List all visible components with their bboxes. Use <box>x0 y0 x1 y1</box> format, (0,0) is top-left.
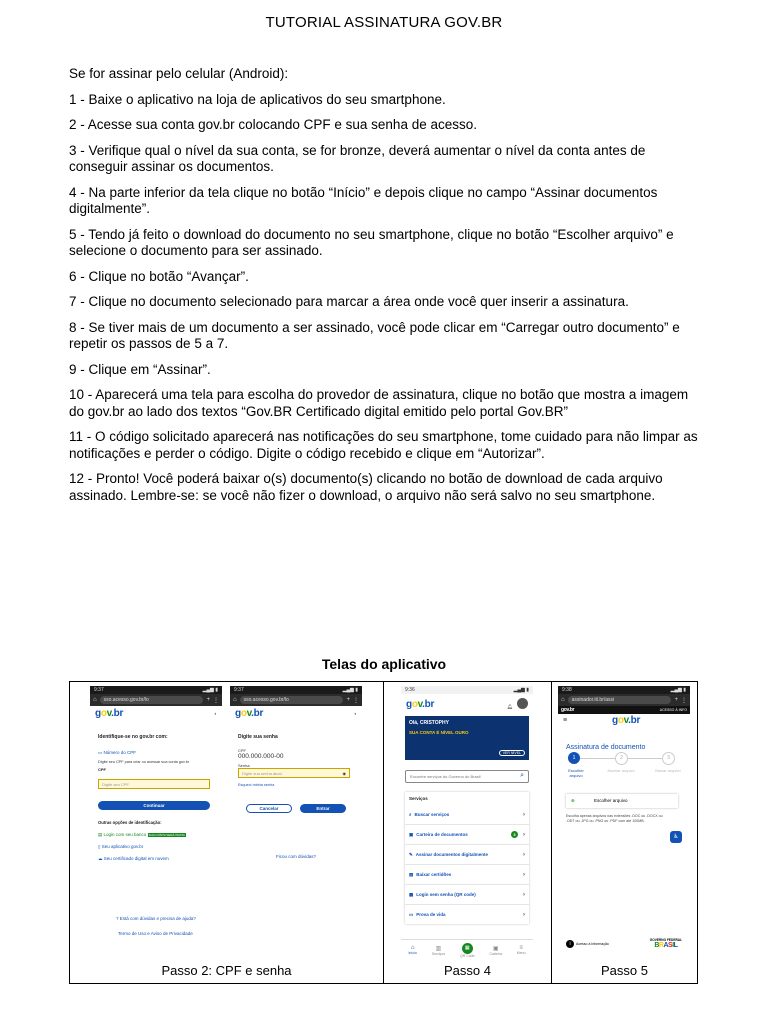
file-format-note: Escolha apenas arquivos nas extensões .DOC ou .DOCX ou .ODT ou .JPG ou .PNG ou .PDF com até 100MB. <box>566 814 663 823</box>
step-5: 5 - Tendo já feito o download do documento no seu smartphone, clique no botão “Escolher arquivo” e selecione o documento para ser assinado. <box>69 226 674 258</box>
nav-qr[interactable] <box>460 943 475 958</box>
step-2: 2 - Acesse sua conta gov.br colocando CPF e sua senha de acesso. <box>69 117 477 132</box>
other-options-heading: Outras opções de identificação: <box>98 820 162 825</box>
screen-password <box>230 686 362 956</box>
header-actions <box>507 695 528 713</box>
nav-qr-label: QR Code <box>459 953 475 958</box>
step-4: 4 - Na parte inferior da tela clique no botão “Início” e depois clique no campo “Assinar documentos digitalmente”. <box>69 184 658 216</box>
signature-icon: ✎ <box>409 851 413 857</box>
service-label: Baixar certidões <box>416 872 452 877</box>
other-options <box>98 820 216 862</box>
gov-strip <box>558 706 690 714</box>
url-field[interactable]: sso.acesso.gov.br/lo <box>100 696 204 704</box>
signal-icon: ▂▄▆ ▮ <box>202 687 218 693</box>
qr-code-icon: ▦ <box>409 891 414 897</box>
help-link[interactable] <box>116 916 196 921</box>
menu-dots-icon[interactable]: ⋮ <box>213 697 219 704</box>
cpf-value: 000.000.000-00 <box>238 753 284 760</box>
page-title: Assinatura de documento <box>566 744 646 751</box>
browser-bar <box>558 694 690 706</box>
document-title: TUTORIAL ASSINATURA GOV.BR <box>265 14 503 31</box>
see-level-button[interactable]: VER NÍVEL <box>499 750 525 756</box>
choose-file-label: Escolher arquivo <box>594 798 628 803</box>
step-label-3: Baixar arquivo <box>655 768 681 773</box>
gov-header <box>230 706 362 720</box>
step-10: 10 - Aparecerá uma tela para escolha do provedor de assinatura, clique no botão que mostra a imagem do gov.br ao lado dos textos “Gov.BR Certificado digital emitido pelo portal Gov.BR” <box>69 387 689 419</box>
search-icon[interactable]: ⌕ <box>520 772 524 779</box>
status-bar <box>401 686 533 694</box>
option-cert-label: Seu certificado digital em nuvem <box>103 856 169 861</box>
home-icon[interactable]: ⌂ <box>561 697 565 703</box>
option-cpf-label: Número do CPF <box>103 750 137 755</box>
service-wallet[interactable] <box>405 825 529 845</box>
url-field[interactable]: sso.acesso.gov.br/lo <box>240 696 344 704</box>
nav-services-label: Serviços <box>431 951 446 956</box>
caption-passo-5: Passo 5 <box>601 963 648 978</box>
services-title: Serviços <box>409 796 428 801</box>
account-level: SUA CONTA É NÍVEL OURO <box>409 730 469 735</box>
step-7: 7 - Clique no documento selecionado para marcar a área onde você quer inserir a assinatura. <box>69 294 629 309</box>
chevron-right-icon: › <box>523 911 525 918</box>
id-card-icon: ▭ <box>98 750 103 755</box>
bank-icon: ▤ <box>98 832 103 837</box>
service-sign-documents[interactable] <box>405 845 529 865</box>
identify-heading: Identifique-se no gov.br com: <box>98 734 168 740</box>
browser-bar <box>90 694 222 706</box>
screens-table <box>69 681 698 984</box>
screen-app-home <box>401 686 533 960</box>
home-icon[interactable]: ⌂ <box>233 697 237 703</box>
option-app-label: Seu aplicativo gov.br <box>101 844 144 849</box>
service-certificates[interactable] <box>405 865 529 885</box>
gov-header <box>558 714 690 726</box>
govbr-logo: gov.br <box>95 707 124 719</box>
chevron-right-icon: › <box>523 851 525 858</box>
terms-link[interactable]: Termo de Uso e Aviso de Privacidade <box>118 931 193 936</box>
service-label: Carteira de documentos <box>416 832 468 837</box>
screens-section-title: Telas do aplicativo <box>321 656 447 672</box>
instructions <box>69 66 705 513</box>
screen-identify <box>90 686 222 956</box>
nav-wallet[interactable] <box>489 945 501 956</box>
password-placeholder: Digite sua senha atual <box>242 771 282 776</box>
nav-home[interactable] <box>408 945 416 955</box>
nav-wallet-label: Carteira <box>489 951 502 956</box>
id-card-icon: ▭ <box>409 911 414 917</box>
service-label: Buscar serviços <box>414 812 450 817</box>
cell-passo-2 <box>70 682 384 983</box>
hamburger-icon[interactable]: ≡ <box>563 716 568 724</box>
help-link-label: Está com dúvidas e precisa de ajuda? <box>119 916 196 921</box>
option-bank-label: Login com seu banco <box>103 832 147 837</box>
nav-services[interactable] <box>432 945 445 956</box>
continue-button[interactable]: Continuar <box>98 801 210 810</box>
nav-menu-label: Menu <box>516 951 526 955</box>
doubts-link[interactable]: Ficou com dúvidas? <box>275 854 317 859</box>
forgot-password-link[interactable]: Esqueci minha senha <box>238 783 275 787</box>
contrast-icon[interactable]: ◐ <box>354 710 357 716</box>
building-icon: ▥ <box>435 945 442 952</box>
service-label: Assinar documentos digitalmente <box>415 852 489 857</box>
url-field[interactable]: assinador.iti.br/assi <box>568 696 672 704</box>
service-label: Login sem senha (QR code) <box>416 892 476 897</box>
contrast-icon[interactable]: ◐ <box>214 710 217 716</box>
bottom-nav <box>401 939 533 960</box>
chevron-right-icon: › <box>523 811 525 818</box>
gov-header <box>90 706 222 720</box>
status-bar <box>558 686 690 694</box>
step-indicator-2: 2 <box>615 752 628 765</box>
services-card <box>405 792 529 924</box>
step-3: 3 - Verifique qual o nível da sua conta, se for bronze, deverá aumentar o nível da conta antes de conseguir assinar os documentos. <box>69 142 646 174</box>
footer-right-label: GOVERNO FEDERAL <box>649 938 682 942</box>
browser-bar <box>230 694 362 706</box>
cpf-hint: Digite seu CPF para criar ou acessar sua conta gov.br <box>98 760 190 764</box>
govbr-logo: gov.br <box>235 707 264 719</box>
option-bank[interactable] <box>98 832 216 838</box>
service-label: Prova de vida <box>416 912 446 917</box>
option-cpf[interactable] <box>98 750 214 756</box>
search-placeholder: Encontre serviços do Governo do Brasil <box>410 774 481 779</box>
footer-government <box>650 938 682 949</box>
cell-passo-4 <box>384 682 552 983</box>
wallet-icon: ▣ <box>492 945 499 952</box>
home-icon: ⌂ <box>410 945 415 951</box>
cpf-input[interactable]: Digite seu CPF <box>98 779 210 789</box>
option-app[interactable] <box>98 844 216 850</box>
screen-assinador <box>558 686 690 960</box>
status-bar <box>230 686 362 694</box>
password-form <box>238 734 354 768</box>
greeting: Olá, CRISTOPHY <box>409 720 449 726</box>
avatar[interactable] <box>517 698 528 709</box>
govbr-logo: gov.br <box>406 698 435 710</box>
menu-icon: ≡ <box>519 945 523 951</box>
service-search[interactable] <box>405 805 529 825</box>
eye-icon[interactable]: ◉ <box>342 771 346 776</box>
phone-icon: ▯ <box>98 844 101 849</box>
qr-code-icon: ▦ <box>462 943 473 954</box>
plus-icon[interactable]: + <box>206 697 210 703</box>
govbr-logo-small: gov.br <box>561 707 575 713</box>
cell-passo-5 <box>552 682 697 983</box>
accessibility-icon[interactable]: ♿︎ <box>670 831 682 843</box>
search-bar[interactable] <box>405 770 529 783</box>
cancel-button[interactable]: Cancelar <box>246 804 292 813</box>
option-cert[interactable] <box>98 856 216 862</box>
caption-passo-4: Passo 4 <box>444 963 491 978</box>
password-heading: Digite sua senha <box>238 734 278 740</box>
menu-dots-icon[interactable]: ⋮ <box>681 697 687 704</box>
choose-file-button[interactable] <box>566 794 678 808</box>
document-icon: ▤ <box>409 871 414 877</box>
chevron-right-icon: › <box>523 871 525 878</box>
nav-menu[interactable] <box>517 945 526 955</box>
plus-icon[interactable]: + <box>674 697 678 703</box>
gov-header <box>401 694 533 714</box>
signal-icon: ▂▄▆ ▮ <box>670 687 686 693</box>
status-bar <box>90 686 222 694</box>
bell-icon[interactable]: 🔔︎ <box>506 704 513 709</box>
step-1: 1 - Baixe o aplicativo na loja de aplicativos do seu smartphone. <box>69 91 446 107</box>
wallet-count-badge: 3 <box>511 831 518 838</box>
status-time: 9:38 <box>562 687 572 693</box>
footer-access-info <box>566 940 609 948</box>
status-time: 9:37 <box>94 687 104 693</box>
plus-circle-icon: ⊕ <box>571 798 575 803</box>
cpf-label: CPF <box>238 748 246 753</box>
identify-form <box>98 734 214 772</box>
step-6: 6 - Clique no botão “Avançar”. <box>69 268 249 284</box>
search-icon: ⌕ <box>409 812 412 817</box>
step-9: 9 - Clique em “Assinar”. <box>69 361 211 377</box>
menu-dots-icon[interactable]: ⋮ <box>353 697 359 704</box>
password-label: Senha <box>238 763 250 768</box>
brasil-logo: BRASIL <box>654 942 678 949</box>
caption-passo-2: Passo 2: CPF e senha <box>161 963 292 978</box>
status-time: 9:36 <box>405 687 415 693</box>
chevron-right-icon: › <box>523 891 525 898</box>
cloud-icon: ☁ <box>98 856 103 861</box>
govbr-logo: gov.br <box>612 714 641 726</box>
silver-badge: SUA CONTA SERÁ PRATA <box>148 833 185 837</box>
step-indicator-3: 3 <box>662 752 675 765</box>
info-icon: i <box>566 940 574 948</box>
status-time: 9:37 <box>234 687 244 693</box>
enter-button[interactable]: Entrar <box>300 804 346 813</box>
service-qr-login[interactable] <box>405 885 529 905</box>
service-proof-of-life[interactable] <box>405 905 529 924</box>
password-input[interactable] <box>238 768 350 778</box>
step-11: 11 - O código solicitado aparecerá nas notificações do seu smartphone, tome cuidado para não limpar as notificações e perder o código. Digite o código recebido e clique em “Autorizar”. <box>69 429 698 461</box>
help-icon: ? <box>116 916 119 921</box>
signal-icon: ▂▄▆ ▮ <box>342 687 358 693</box>
step-8: 8 - Se tiver mais de um documento a ser assinado, você pode clicar em “Carregar outro documento” e repetir os passos de 5 a 7. <box>69 319 680 351</box>
nav-home-label: Início <box>408 951 417 955</box>
wallet-icon: ▣ <box>409 831 414 837</box>
footer-left-label: Acesso à Informação <box>576 942 609 946</box>
step-label-1: Escolher arquivo <box>568 768 584 778</box>
step-label-2: Assinar arquivo <box>607 768 635 773</box>
home-icon[interactable]: ⌂ <box>93 697 97 703</box>
signal-icon: ▂▄▆ ▮ <box>513 687 529 693</box>
level-banner <box>405 716 529 760</box>
step-12: 12 - Pronto! Você poderá baixar o(s) documento(s) clicando no botão de download de cada arquivo assinado. Lembre-se: se você não fizer o download, o arquivo não será salvo no seu smartphone. <box>69 471 663 503</box>
plus-icon[interactable]: + <box>346 697 350 703</box>
intro-paragraph: Se for assinar pelo celular (Android): <box>69 66 289 81</box>
cpf-label: CPF <box>98 767 106 772</box>
step-indicator-1: 1 <box>568 752 580 764</box>
access-info-label: ACESSO À INFO <box>659 708 687 712</box>
chevron-right-icon: › <box>523 831 525 838</box>
